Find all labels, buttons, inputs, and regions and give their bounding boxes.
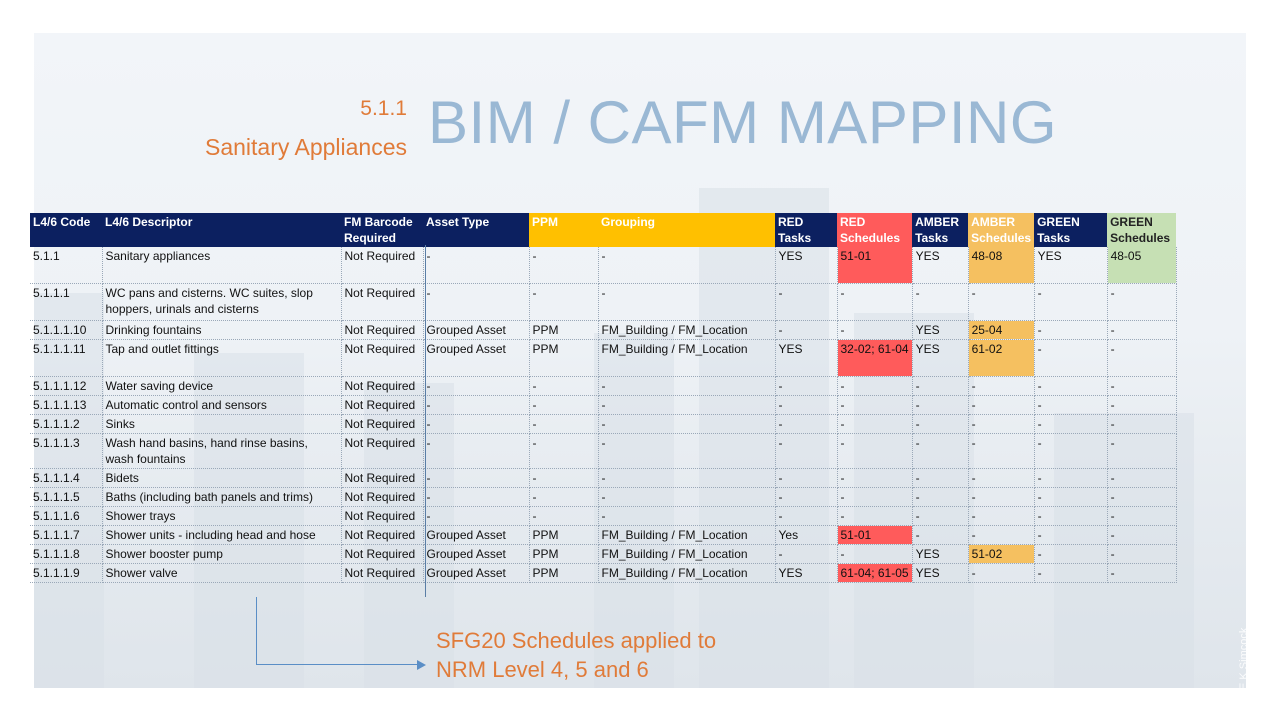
descriptor-cell: Water saving device — [102, 377, 341, 396]
ppm-cell: - — [529, 434, 598, 469]
amber-schedules-cell: 48-08 — [968, 247, 1034, 284]
amber-tasks-cell: YES — [912, 545, 968, 564]
amber-tasks-cell: - — [912, 415, 968, 434]
asset-type-cell: - — [423, 488, 529, 507]
red-schedules-cell: - — [837, 415, 912, 434]
amber-schedules-cell: - — [968, 526, 1034, 545]
ppm-cell: PPM — [529, 321, 598, 340]
descriptor-cell: Shower units - including head and hose — [102, 526, 341, 545]
amber-schedules-cell: - — [968, 377, 1034, 396]
barcode-cell: Not Required — [341, 469, 423, 488]
green-tasks-cell: - — [1034, 507, 1107, 526]
column-header: L4/6 Descriptor — [102, 213, 341, 247]
amber-schedules-cell: - — [968, 434, 1034, 469]
mapping-table — [30, 213, 1177, 583]
amber-tasks-cell: - — [912, 396, 968, 415]
table-row — [30, 284, 1176, 321]
asset-type-cell: Grouped Asset — [423, 564, 529, 583]
table-row — [30, 415, 1176, 434]
column-divider-line — [425, 245, 426, 597]
green-tasks-cell: - — [1034, 340, 1107, 377]
red-schedules-cell: - — [837, 396, 912, 415]
asset-type-cell: - — [423, 377, 529, 396]
red-schedules-cell: - — [837, 377, 912, 396]
code-cell: 5.1.1.1.11 — [30, 340, 102, 377]
code-cell: 5.1.1.1.7 — [30, 526, 102, 545]
asset-type-cell: - — [423, 247, 529, 284]
code-cell: 5.1.1.1.10 — [30, 321, 102, 340]
green-tasks-cell: YES — [1034, 247, 1107, 284]
barcode-cell: Not Required — [341, 507, 423, 526]
grouping-cell: - — [598, 377, 775, 396]
table-row — [30, 377, 1176, 396]
column-header: GREEN Tasks — [1034, 213, 1107, 247]
green-tasks-cell: - — [1034, 469, 1107, 488]
ppm-cell: - — [529, 469, 598, 488]
grouping-cell: - — [598, 434, 775, 469]
descriptor-cell: Shower booster pump — [102, 545, 341, 564]
descriptor-cell: Tap and outlet fittings — [102, 340, 341, 377]
red-schedules-cell: - — [837, 488, 912, 507]
column-header: AMBER Tasks — [912, 213, 968, 247]
ppm-cell: - — [529, 247, 598, 284]
asset-type-cell: - — [423, 396, 529, 415]
green-schedules-cell: - — [1107, 321, 1176, 340]
green-schedules-cell: - — [1107, 545, 1176, 564]
amber-schedules-cell: 51-02 — [968, 545, 1034, 564]
green-schedules-cell: - — [1107, 415, 1176, 434]
green-tasks-cell: - — [1034, 545, 1107, 564]
amber-schedules-cell: 25-04 — [968, 321, 1034, 340]
code-cell: 5.1.1.1.2 — [30, 415, 102, 434]
amber-schedules-cell: - — [968, 415, 1034, 434]
descriptor-cell: Automatic control and sensors — [102, 396, 341, 415]
code-cell: 5.1.1.1.3 — [30, 434, 102, 469]
ppm-cell: PPM — [529, 340, 598, 377]
code-cell: 5.1.1.1.4 — [30, 469, 102, 488]
barcode-cell: Not Required — [341, 377, 423, 396]
column-header: Grouping — [598, 213, 775, 247]
red-tasks-cell: - — [775, 488, 837, 507]
red-schedules-cell: 51-01 — [837, 247, 912, 284]
barcode-cell: Not Required — [341, 396, 423, 415]
red-tasks-cell: YES — [775, 340, 837, 377]
barcode-cell: Not Required — [341, 526, 423, 545]
green-schedules-cell: - — [1107, 469, 1176, 488]
ppm-cell: - — [529, 488, 598, 507]
red-tasks-cell: - — [775, 507, 837, 526]
asset-type-cell: - — [423, 434, 529, 469]
amber-schedules-cell: - — [968, 469, 1034, 488]
table-row — [30, 396, 1176, 415]
grouping-cell: - — [598, 488, 775, 507]
code-cell: 5.1.1.1.13 — [30, 396, 102, 415]
descriptor-cell: Bidets — [102, 469, 341, 488]
column-header: FM Barcode Required — [341, 213, 423, 247]
amber-tasks-cell: YES — [912, 564, 968, 583]
grouping-cell: - — [598, 469, 775, 488]
ppm-cell: - — [529, 284, 598, 321]
barcode-cell: Not Required — [341, 284, 423, 321]
table-row — [30, 507, 1176, 526]
callout-arrow — [256, 664, 418, 665]
table-row — [30, 340, 1176, 377]
amber-schedules-cell: - — [968, 396, 1034, 415]
amber-tasks-cell: YES — [912, 340, 968, 377]
green-schedules-cell: 48-05 — [1107, 247, 1176, 284]
red-tasks-cell: - — [775, 434, 837, 469]
amber-tasks-cell: - — [912, 488, 968, 507]
barcode-cell: Not Required — [341, 340, 423, 377]
red-tasks-cell: YES — [775, 564, 837, 583]
amber-schedules-cell: - — [968, 488, 1034, 507]
section-name: Sanitary Appliances — [204, 134, 407, 160]
red-schedules-cell: - — [837, 321, 912, 340]
descriptor-cell: Sinks — [102, 415, 341, 434]
amber-schedules-cell: - — [968, 564, 1034, 583]
amber-tasks-cell: - — [912, 507, 968, 526]
callout-arrow — [256, 597, 257, 664]
green-schedules-cell: - — [1107, 340, 1176, 377]
code-cell: 5.1.1.1.9 — [30, 564, 102, 583]
descriptor-cell: Drinking fountains — [102, 321, 341, 340]
amber-tasks-cell: - — [912, 377, 968, 396]
red-schedules-cell: - — [837, 545, 912, 564]
ppm-cell: PPM — [529, 564, 598, 583]
green-schedules-cell: - — [1107, 526, 1176, 545]
red-schedules-cell: - — [837, 469, 912, 488]
grouping-cell: - — [598, 507, 775, 526]
barcode-cell: Not Required — [341, 434, 423, 469]
amber-tasks-cell: YES — [912, 321, 968, 340]
grouping-cell: - — [598, 396, 775, 415]
red-schedules-cell: 61-04; 61-05 — [837, 564, 912, 583]
asset-type-cell: Grouped Asset — [423, 526, 529, 545]
code-cell: 5.1.1.1 — [30, 284, 102, 321]
asset-type-cell: Grouped Asset — [423, 340, 529, 377]
amber-tasks-cell: - — [912, 526, 968, 545]
asset-type-cell: - — [423, 415, 529, 434]
green-tasks-cell: - — [1034, 415, 1107, 434]
red-tasks-cell: YES — [775, 247, 837, 284]
descriptor-cell: Wash hand basins, hand rinse basins, wash fountains — [102, 434, 341, 469]
green-tasks-cell: - — [1034, 526, 1107, 545]
descriptor-cell: Baths (including bath panels and trims) — [102, 488, 341, 507]
green-schedules-cell: - — [1107, 434, 1176, 469]
table-header-row — [30, 213, 1176, 247]
amber-schedules-cell: 61-02 — [968, 340, 1034, 377]
code-cell: 5.1.1 — [30, 247, 102, 284]
barcode-cell: Not Required — [341, 488, 423, 507]
green-schedules-cell: - — [1107, 488, 1176, 507]
green-schedules-cell: - — [1107, 377, 1176, 396]
green-schedules-cell: - — [1107, 396, 1176, 415]
column-header: AMBER Schedules — [968, 213, 1034, 247]
grouping-cell: FM_Building / FM_Location — [598, 564, 775, 583]
barcode-cell: Not Required — [341, 321, 423, 340]
barcode-cell: Not Required — [341, 247, 423, 284]
grouping-cell: FM_Building / FM_Location — [598, 526, 775, 545]
red-schedules-cell: - — [837, 507, 912, 526]
red-schedules-cell: 32-02; 61-04 — [837, 340, 912, 377]
column-header: L4/6 Code — [30, 213, 102, 247]
red-tasks-cell: - — [775, 321, 837, 340]
red-tasks-cell: - — [775, 545, 837, 564]
grouping-cell: - — [598, 284, 775, 321]
callout-line: SFG20 Schedules applied to — [436, 628, 717, 653]
red-tasks-cell: - — [775, 469, 837, 488]
green-schedules-cell: - — [1107, 507, 1176, 526]
column-header: GREEN Schedules — [1107, 213, 1176, 247]
callout-text — [436, 626, 716, 684]
column-header: RED Tasks — [775, 213, 837, 247]
red-tasks-cell: - — [775, 284, 837, 321]
table-row — [30, 545, 1176, 564]
red-schedules-cell: 51-01 — [837, 526, 912, 545]
ppm-cell: - — [529, 415, 598, 434]
code-cell: 5.1.1.1.5 — [30, 488, 102, 507]
asset-type-cell: Grouped Asset — [423, 321, 529, 340]
grouping-cell: FM_Building / FM_Location — [598, 321, 775, 340]
green-schedules-cell: - — [1107, 284, 1176, 321]
grouping-cell: FM_Building / FM_Location — [598, 340, 775, 377]
table-row — [30, 469, 1176, 488]
red-tasks-cell: - — [775, 377, 837, 396]
section-number: 5.1.1 — [360, 97, 407, 120]
amber-schedules-cell: - — [968, 284, 1034, 321]
green-schedules-cell: - — [1107, 564, 1176, 583]
barcode-cell: Not Required — [341, 545, 423, 564]
ppm-cell: - — [529, 396, 598, 415]
red-schedules-cell: - — [837, 284, 912, 321]
green-tasks-cell: - — [1034, 434, 1107, 469]
barcode-cell: Not Required — [341, 415, 423, 434]
red-schedules-cell: - — [837, 434, 912, 469]
code-cell: 5.1.1.1.8 — [30, 545, 102, 564]
table-row — [30, 434, 1176, 469]
green-tasks-cell: - — [1034, 564, 1107, 583]
ppm-cell: - — [529, 377, 598, 396]
table-row — [30, 526, 1176, 545]
descriptor-cell: Shower trays — [102, 507, 341, 526]
amber-tasks-cell: - — [912, 434, 968, 469]
grouping-cell: - — [598, 415, 775, 434]
asset-type-cell: - — [423, 507, 529, 526]
author-credit: E K Simcock — [1238, 627, 1250, 690]
column-header: Asset Type — [423, 213, 529, 247]
code-cell: 5.1.1.1.12 — [30, 377, 102, 396]
column-header: PPM — [529, 213, 598, 247]
red-tasks-cell: - — [775, 396, 837, 415]
green-tasks-cell: - — [1034, 321, 1107, 340]
table-row — [30, 247, 1176, 284]
descriptor-cell: WC pans and cisterns. WC suites, slop hoppers, urinals and cisterns — [102, 284, 341, 321]
grouping-cell: - — [598, 247, 775, 284]
grouping-cell: FM_Building / FM_Location — [598, 545, 775, 564]
table-row — [30, 564, 1176, 583]
ppm-cell: PPM — [529, 545, 598, 564]
ppm-cell: - — [529, 507, 598, 526]
code-cell: 5.1.1.1.6 — [30, 507, 102, 526]
asset-type-cell: Grouped Asset — [423, 545, 529, 564]
green-tasks-cell: - — [1034, 488, 1107, 507]
descriptor-cell: Shower valve — [102, 564, 341, 583]
asset-type-cell: - — [423, 284, 529, 321]
ppm-cell: PPM — [529, 526, 598, 545]
table-row — [30, 321, 1176, 340]
barcode-cell: Not Required — [341, 564, 423, 583]
amber-tasks-cell: - — [912, 284, 968, 321]
callout-line: NRM Level 4, 5 and 6 — [436, 657, 649, 682]
asset-type-cell: - — [423, 469, 529, 488]
slide-title: BIM / CAFM MAPPING — [428, 89, 1058, 156]
red-tasks-cell: - — [775, 415, 837, 434]
column-header: RED Schedules — [837, 213, 912, 247]
green-tasks-cell: - — [1034, 396, 1107, 415]
amber-tasks-cell: - — [912, 469, 968, 488]
green-tasks-cell: - — [1034, 284, 1107, 321]
amber-tasks-cell: YES — [912, 247, 968, 284]
amber-schedules-cell: - — [968, 507, 1034, 526]
arrow-head-icon — [417, 660, 426, 670]
red-tasks-cell: Yes — [775, 526, 837, 545]
green-tasks-cell: - — [1034, 377, 1107, 396]
descriptor-cell: Sanitary appliances — [102, 247, 341, 284]
table-row — [30, 488, 1176, 507]
